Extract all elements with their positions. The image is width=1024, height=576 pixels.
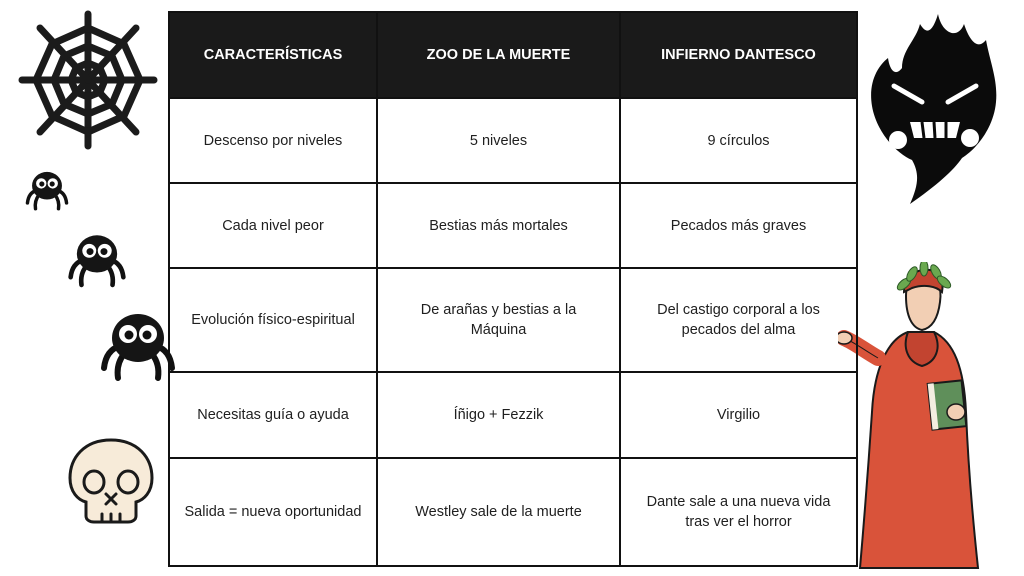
table-row: [169, 183, 857, 268]
header-infierno-dantesco: INFIERNO DANTESCO: [620, 12, 857, 98]
table-cell: Descenso por niveles: [169, 98, 377, 183]
dante-illustration: [838, 262, 1004, 572]
header-zoo-de-la-muerte: ZOO DE LA MUERTE: [377, 12, 620, 98]
table-cell: Dante sale a una nueva vida tras ver el horror: [620, 458, 857, 566]
spider-icon: [98, 302, 178, 382]
table-cell: Virgilio: [620, 372, 857, 458]
table-cell: Salida = nueva oportunidad: [169, 458, 377, 566]
table-row: [169, 458, 857, 566]
table-cell: Evolución físico-espiritual: [169, 268, 377, 372]
table-cell: 5 niveles: [377, 98, 620, 183]
table-cell: Íñigo + Fezzik: [377, 372, 620, 458]
table-cell: 9 círculos: [620, 98, 857, 183]
table-cell: Pecados más graves: [620, 183, 857, 268]
spider-web-icon: [18, 10, 158, 150]
table-cell: Cada nivel peor: [169, 183, 377, 268]
table-cell: Westley sale de la muerte: [377, 458, 620, 566]
spider-icon: [24, 165, 70, 211]
comparison-table: [168, 11, 858, 567]
table-row: [169, 372, 857, 458]
table-cell: Del castigo corporal a los pecados del alma: [620, 268, 857, 372]
flame-ghost-icon: [866, 10, 1002, 206]
skull-icon: [64, 436, 158, 526]
table-row: [169, 268, 857, 372]
header-caracteristicas: CARACTERÍSTICAS: [169, 12, 377, 98]
table-cell: Bestias más mortales: [377, 183, 620, 268]
table-cell: Necesitas guía o ayuda: [169, 372, 377, 458]
table-row: [169, 98, 857, 183]
spider-icon: [64, 226, 130, 288]
header-row: [169, 12, 857, 98]
table-cell: De arañas y bestias a la Máquina: [377, 268, 620, 372]
